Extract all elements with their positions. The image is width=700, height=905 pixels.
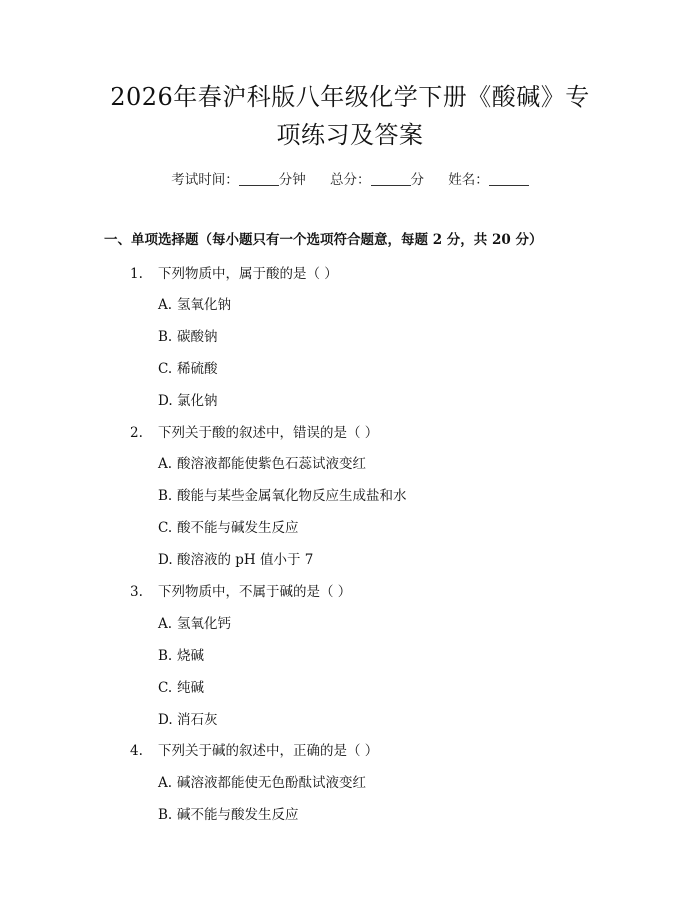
name-blank xyxy=(489,173,529,186)
option-letter: D. xyxy=(158,552,173,568)
title-line-1: 2026年春沪科版八年级化学下册《酸碱》专 xyxy=(110,83,590,111)
q1-option-b xyxy=(158,325,218,345)
time-unit: 分钟 xyxy=(278,172,306,188)
option-letter: B. xyxy=(158,648,173,664)
q1-option-d xyxy=(158,389,218,409)
q4-option-a xyxy=(158,771,366,791)
exam-time xyxy=(171,172,310,188)
score-label: 总分： xyxy=(330,172,371,188)
option-text: 纯碱 xyxy=(177,680,204,696)
option-text: 碱不能与酸发生反应 xyxy=(177,807,299,823)
option-letter: C. xyxy=(158,680,173,696)
option-text: 消石灰 xyxy=(177,712,218,728)
option-text: 酸溶液的 pH 值小于 7 xyxy=(177,552,314,568)
option-letter: C. xyxy=(158,361,173,377)
question-number: 2. xyxy=(130,425,143,441)
option-text: 酸不能与碱发生反应 xyxy=(177,520,299,536)
section-heading: 一、单项选择题（每小题只有一个选项符合题意，每题 2 分，共 20 分） xyxy=(104,232,543,248)
option-letter: B. xyxy=(158,807,173,823)
question-text: 下列物质中，属于酸的是（ ） xyxy=(158,266,338,282)
question-text: 下列关于酸的叙述中，错误的是（ ） xyxy=(158,425,379,441)
title-line-2: 项练习及答案 xyxy=(276,121,424,149)
q2-option-c xyxy=(158,516,299,536)
document-title xyxy=(60,78,640,154)
question-text: 下列关于碱的叙述中，正确的是（ ） xyxy=(158,743,379,759)
option-text: 稀硫酸 xyxy=(177,361,218,377)
time-label: 考试时间： xyxy=(171,172,239,188)
q3-option-d xyxy=(158,708,218,728)
q2-option-a xyxy=(158,452,366,472)
option-text: 氢氧化钙 xyxy=(177,616,231,632)
q4-option-b xyxy=(158,803,299,823)
question-number: 3. xyxy=(130,584,143,600)
q2-option-b xyxy=(158,484,407,504)
option-text: 烧碱 xyxy=(177,648,204,664)
option-letter: A. xyxy=(158,297,173,313)
option-letter: A. xyxy=(158,775,173,791)
q3-option-a xyxy=(158,612,231,632)
exam-meta xyxy=(0,168,700,188)
q1-option-a xyxy=(158,293,231,313)
option-letter: A. xyxy=(158,456,173,472)
time-blank xyxy=(239,173,279,186)
question-text: 下列物质中，不属于碱的是（ ） xyxy=(158,584,352,600)
question-3 xyxy=(130,580,351,600)
question-number: 4. xyxy=(130,743,143,759)
option-letter: B. xyxy=(158,329,173,345)
question-1 xyxy=(130,262,338,282)
option-letter: C. xyxy=(158,520,173,536)
q3-option-c xyxy=(158,676,204,696)
name-label: 姓名： xyxy=(448,172,489,188)
option-letter: D. xyxy=(158,712,173,728)
option-text: 酸能与某些金属氧化物反应生成盐和水 xyxy=(177,488,407,504)
option-text: 碳酸钠 xyxy=(177,329,218,345)
option-text: 氢氧化钠 xyxy=(177,297,231,313)
option-letter: B. xyxy=(158,488,173,504)
option-letter: D. xyxy=(158,393,173,409)
student-name xyxy=(448,172,529,188)
question-number: 1. xyxy=(130,266,143,282)
option-text: 氯化钠 xyxy=(177,393,218,409)
total-score xyxy=(330,172,428,188)
option-text: 酸溶液都能使紫色石蕊试液变红 xyxy=(177,456,366,472)
score-blank xyxy=(371,173,411,186)
q3-option-b xyxy=(158,644,204,664)
q2-option-d xyxy=(158,548,313,568)
option-letter: A. xyxy=(158,616,173,632)
question-2 xyxy=(130,421,378,441)
question-4 xyxy=(130,739,378,759)
q1-option-c xyxy=(158,357,218,377)
score-unit: 分 xyxy=(410,172,424,188)
option-text: 碱溶液都能使无色酚酞试液变红 xyxy=(177,775,366,791)
